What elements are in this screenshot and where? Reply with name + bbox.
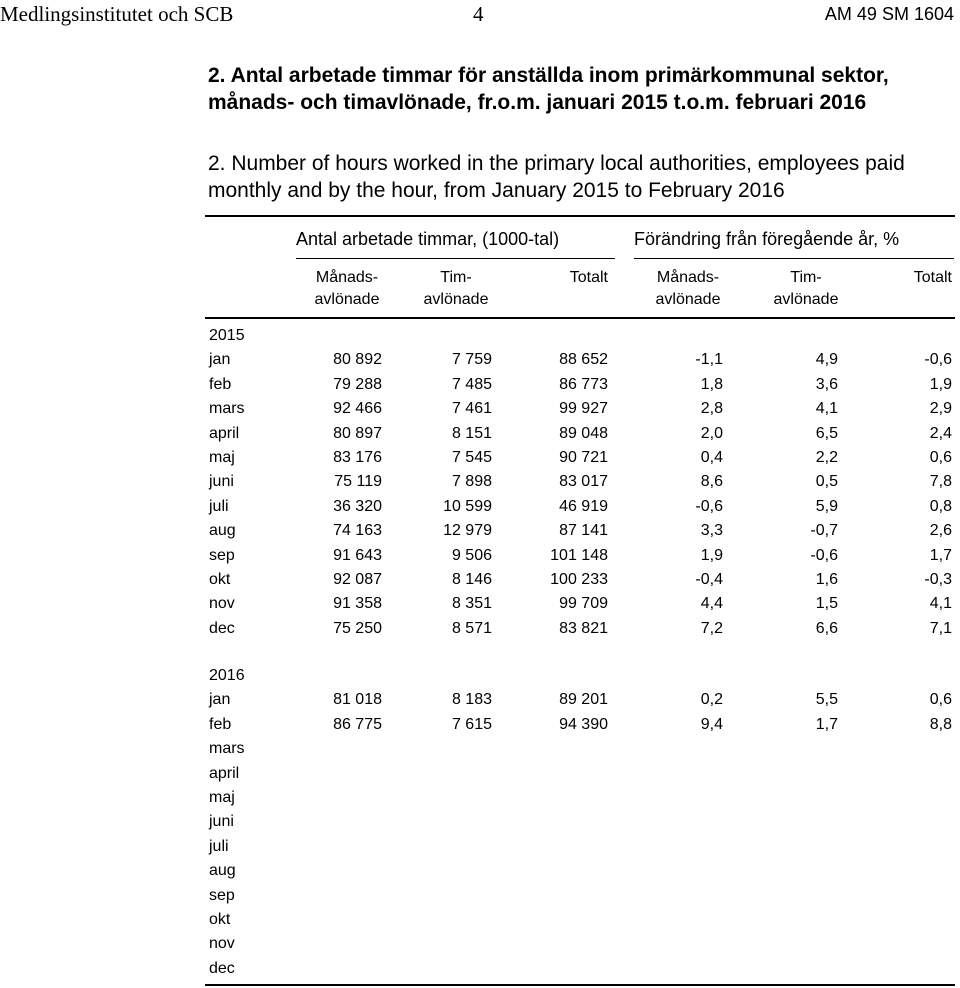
- table-cell: -0,6: [810, 546, 838, 564]
- table-cell: 5,9: [815, 497, 838, 515]
- header-bottom-rule: [205, 317, 955, 319]
- table-cell: 75 250: [333, 619, 382, 637]
- table-cell: 1,6: [815, 571, 838, 588]
- table-cell: 10 599: [443, 497, 492, 515]
- table-cell: 0,8: [929, 497, 952, 515]
- table-cell: 81 018: [333, 691, 382, 709]
- table-cell: 2,6: [929, 522, 952, 540]
- table-cell: 83 821: [559, 619, 608, 637]
- month-label: juni: [209, 813, 234, 831]
- table-cell: 8 351: [451, 595, 492, 613]
- table-cell: 7 545: [451, 449, 492, 466]
- table-cell: -0,6: [924, 351, 952, 369]
- column-header-2: [396, 267, 516, 311]
- table-cell: 99 927: [559, 400, 608, 418]
- table-cell: 4,1: [929, 595, 952, 613]
- publisher-header: Medlingsinstitutet och SCB: [0, 2, 234, 26]
- table-cell: 86 775: [333, 715, 382, 733]
- column-header-line2: avlönade: [655, 291, 721, 308]
- table-top-rule: [205, 215, 955, 217]
- table-cell: 7,2: [700, 619, 723, 637]
- column-header-6: [914, 267, 952, 289]
- month-label: nov: [209, 935, 235, 953]
- table-cell: 2,4: [929, 424, 952, 442]
- table-cell: 3,3: [700, 522, 723, 540]
- year-label: 2015: [209, 327, 245, 344]
- month-label: juli: [209, 497, 229, 515]
- table-cell: 0,5: [815, 473, 838, 491]
- table-cell: 1,8: [700, 375, 723, 393]
- month-label: feb: [209, 375, 232, 393]
- month-label: sep: [209, 886, 235, 904]
- month-label: maj: [209, 449, 235, 466]
- table-cell: 2,8: [700, 400, 723, 418]
- month-label: mars: [209, 740, 245, 758]
- column-header-line2: avlönade: [773, 291, 839, 308]
- table-cell: 9 506: [451, 546, 492, 564]
- page-number: 4: [473, 2, 484, 26]
- month-label: dec: [209, 619, 235, 637]
- column-header-5: [746, 267, 866, 311]
- table-cell: -0,3: [924, 571, 952, 588]
- table-cell: 91 358: [333, 595, 382, 613]
- month-label: sep: [209, 546, 235, 564]
- table-cell: 92 087: [333, 571, 382, 588]
- table-cell: 7 461: [451, 400, 492, 418]
- table-cell: 9,4: [700, 715, 723, 733]
- month-label: nov: [209, 595, 235, 613]
- month-label: maj: [209, 789, 235, 806]
- table-cell: 99 709: [559, 595, 608, 613]
- month-label: aug: [209, 522, 236, 540]
- table-cell: 88 652: [559, 351, 608, 369]
- table-cell: 87 141: [559, 522, 608, 540]
- column-header-line1: Månads-: [315, 269, 379, 286]
- table-cell: 36 320: [333, 497, 382, 515]
- table-cell: 1,7: [929, 546, 952, 564]
- table-cell: 89 048: [559, 424, 608, 442]
- group-header-change: Förändring från föregående år, %: [634, 229, 900, 249]
- month-label: aug: [209, 862, 236, 880]
- table-cell: 4,9: [815, 351, 838, 369]
- month-label: feb: [209, 715, 232, 733]
- column-header-line2: avlönade: [314, 291, 380, 308]
- table-cell: 6,6: [815, 619, 838, 637]
- month-label: dec: [209, 959, 235, 977]
- table-cell: 8 146: [451, 571, 492, 588]
- month-label: juli: [209, 837, 229, 855]
- table-cell: 8,8: [929, 715, 952, 733]
- table-cell: 2,2: [815, 449, 838, 466]
- month-label: jan: [209, 351, 231, 369]
- table-cell: 8 151: [451, 424, 492, 442]
- table-cell: 8 183: [451, 691, 492, 709]
- report-id: AM 49 SM 1604: [824, 4, 954, 24]
- month-label: okt: [209, 571, 231, 588]
- group-underline-hours: [296, 258, 615, 259]
- table-cell: 4,1: [815, 400, 838, 418]
- table-cell: 7,1: [929, 619, 952, 637]
- column-header-4: [628, 267, 748, 311]
- table-cell: 5,5: [815, 691, 838, 709]
- table-cell: 80 897: [333, 424, 382, 442]
- table-title-english: 2. Number of hours worked in the primary local authorities, employees paid monthly and by the hour, from January 2015 to February 2016: [208, 152, 905, 202]
- table-cell: 0,6: [929, 691, 952, 709]
- table-cell: 83 176: [333, 449, 382, 466]
- group-header-hours: Antal arbetade timmar, (1000-tal): [296, 229, 560, 249]
- table-cell: 1,9: [929, 375, 952, 393]
- column-header-line1: Tim-: [440, 269, 472, 286]
- month-label: april: [209, 764, 240, 782]
- month-label: jan: [209, 691, 231, 709]
- table-cell: 75 119: [334, 473, 382, 491]
- table-cell: 80 892: [333, 351, 382, 369]
- table-cell: 94 390: [559, 715, 608, 733]
- table-cell: 7 898: [451, 473, 492, 491]
- table-cell: 90 721: [559, 449, 608, 466]
- table-cell: 7,8: [929, 473, 952, 491]
- table-cell: 86 773: [559, 375, 608, 393]
- table-cell: 46 919: [559, 497, 608, 515]
- month-label: april: [209, 424, 240, 442]
- table-cell: 79 288: [333, 375, 382, 393]
- month-label: okt: [209, 911, 231, 928]
- table-cell: 1,5: [815, 595, 838, 613]
- table-cell: 0,2: [700, 691, 723, 709]
- table-cell: 7 485: [451, 375, 492, 393]
- table-cell: 101 148: [550, 546, 608, 564]
- month-label: juni: [209, 473, 234, 491]
- table-cell: -0,4: [695, 571, 723, 588]
- table-cell: 91 643: [333, 546, 382, 564]
- table-cell: 3,6: [815, 375, 838, 393]
- column-header-line1: Månads-: [656, 269, 720, 286]
- year-label: 2016: [209, 667, 245, 684]
- table-cell: 8 571: [451, 619, 492, 637]
- table-cell: 1,9: [700, 546, 723, 564]
- table-cell: 7 615: [451, 715, 492, 733]
- table-cell: 8,6: [700, 473, 723, 491]
- month-label: mars: [209, 400, 245, 418]
- table-cell: -1,1: [695, 351, 723, 369]
- column-header-1: [287, 267, 407, 311]
- column-header-line1: Tim-: [790, 269, 822, 286]
- column-header-3: [570, 267, 608, 289]
- table-bottom-rule: [205, 984, 955, 986]
- table-cell: 6,5: [815, 424, 838, 442]
- table-cell: 100 233: [550, 571, 608, 588]
- column-header-line2: avlönade: [423, 291, 489, 308]
- table-cell: 2,9: [929, 400, 952, 418]
- table-cell: 74 163: [333, 522, 382, 540]
- table-cell: -0,7: [810, 522, 838, 540]
- table-cell: 0,4: [700, 449, 723, 466]
- table-cell: 0,6: [929, 449, 952, 466]
- table-title-swedish: 2. Antal arbetade timmar för anställda inom primärkommunal sektor, månads- och timavlönade, fr.o.m. januari 2015 t.o.m. februari 2016: [208, 64, 889, 114]
- table-cell: 4,4: [700, 595, 723, 613]
- table-cell: 92 466: [333, 400, 382, 418]
- table-cell: 2,0: [700, 424, 723, 442]
- table-cell: 1,7: [815, 715, 838, 733]
- column-header-line1: Totalt: [913, 269, 952, 286]
- group-underline-change: [634, 258, 954, 259]
- table-cell: 89 201: [559, 691, 608, 709]
- table-cell: -0,6: [695, 497, 723, 515]
- table-cell: 83 017: [559, 473, 608, 491]
- table-cell: 7 759: [451, 351, 492, 369]
- table-cell: 12 979: [443, 522, 492, 540]
- column-header-line1: Totalt: [569, 269, 608, 286]
